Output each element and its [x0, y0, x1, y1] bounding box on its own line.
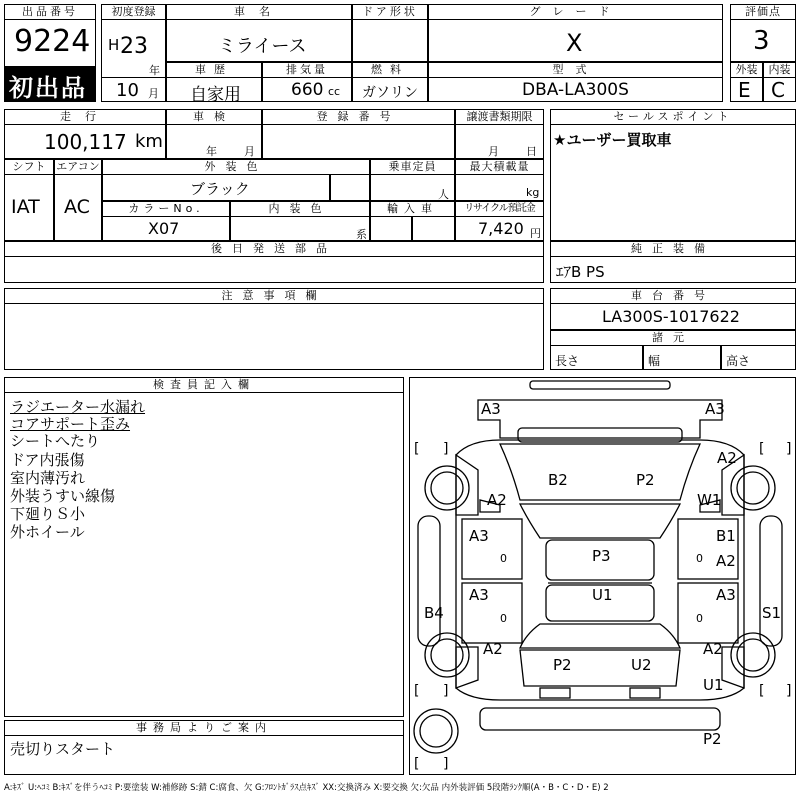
- displacement-value: 660: [291, 80, 324, 100]
- lot-number: 9224: [14, 24, 91, 59]
- mark-a3-front-right: A3: [705, 400, 725, 418]
- mark-a2-right-front-door: A2: [716, 552, 736, 570]
- inspection-month-unit: 月: [244, 145, 255, 158]
- sales-point-value: ★ユーザー買取車: [553, 131, 672, 149]
- max-load-label: 最大積載量: [455, 159, 544, 175]
- rear-window: [520, 624, 680, 648]
- legend-text: A:ｷｽﾞ U:ﾍｺﾐ B:ｷｽﾞを伴うﾍｺﾐ P:要塗装 W:補修跡 S:錆 C:腐食、欠 G:ﾌﾛﾝﾄｶﾞﾗｽ点ｷｽﾞ XX:交換済み X:要交換 欠:欠品 内外装評価 5段階ﾗﾝｸ順(A・B・C・D・E) 2: [4, 783, 609, 793]
- history-label: 車歴: [166, 62, 262, 78]
- mark-u1-right-rear: U1: [703, 676, 724, 694]
- ac-label: エアコン: [54, 159, 102, 175]
- recycle-label: リサイクル預託金: [455, 201, 544, 217]
- bracket-right-5: ]: [443, 756, 449, 772]
- mark-a2-left-fender: A2: [487, 491, 507, 509]
- inspector-line-5: 室内薄汚れ: [10, 469, 86, 487]
- rear-left-wheel-inner: [431, 639, 463, 671]
- mark-p2-trunk: P2: [553, 656, 572, 674]
- mark-w1-right-fender: W1: [697, 491, 722, 509]
- car-name: ミライース: [218, 36, 307, 57]
- later-parts-cell: [4, 256, 544, 283]
- office-label: 事務局よりご案内: [4, 720, 404, 736]
- displacement-unit: cc: [328, 85, 341, 98]
- fuel-label: 燃料: [352, 62, 428, 78]
- import-label: 輸入車: [370, 201, 455, 217]
- recycle-value: 7,420: [478, 219, 524, 238]
- bracket-right-4: ]: [786, 683, 792, 699]
- reg-month: 10: [116, 80, 139, 101]
- shift-label: シフト: [4, 159, 54, 175]
- model-label: 型式: [428, 62, 723, 78]
- int-color-unit: 系: [356, 228, 367, 241]
- inspector-line-8: 外ホイール: [10, 523, 85, 541]
- inspector-line-1: ラジエーター水漏れ: [10, 398, 146, 416]
- bracket-right-3: ]: [443, 683, 449, 699]
- grade-label: グレード: [428, 4, 723, 20]
- reg-no-label: 登録番号: [262, 109, 455, 125]
- mark-p2-rear-bumper: P2: [703, 730, 722, 748]
- length-label: 長さ: [555, 354, 580, 368]
- sales-point-label: セールスポイント: [550, 109, 796, 125]
- reg-era: H: [108, 36, 120, 54]
- door-label: ドア形状: [352, 4, 428, 20]
- score-value: 3: [753, 26, 770, 56]
- mark-zero-4: 0: [696, 612, 703, 625]
- inspector-line-7: 下廻りＳ小: [10, 505, 86, 523]
- rear-bumper: [480, 708, 720, 730]
- bracket-left-2: [: [759, 441, 765, 457]
- shift-value: IAT: [11, 196, 40, 218]
- ac-value: AC: [64, 196, 90, 218]
- car-name-label: 車名: [166, 4, 352, 20]
- first-listing-text: 初出品: [9, 74, 87, 102]
- score-label: 評価点: [730, 4, 796, 20]
- mark-p3-roof: P3: [592, 547, 611, 565]
- inspection-label: 車検: [166, 109, 262, 125]
- transfer-day-unit: 日: [526, 145, 537, 158]
- lot-number-label: 出品番号: [4, 4, 96, 20]
- genuine-label: 純正装備: [550, 241, 796, 257]
- exterior-label: 外装: [730, 62, 763, 78]
- spare-wheel-inner: [420, 715, 452, 747]
- mark-a3-right-rear-door: A3: [716, 586, 736, 604]
- height-label: 高さ: [726, 354, 751, 368]
- front-right-wheel-inner: [737, 472, 769, 504]
- later-parts-label: 後日発送部品: [4, 241, 544, 257]
- mark-a2-right-front: A2: [717, 449, 737, 467]
- bracket-right-1: ]: [443, 441, 449, 457]
- mark-a3-left-front-door: A3: [469, 527, 489, 545]
- office-value: 売切りスタート: [10, 740, 116, 758]
- mark-b4-left-rocker: B4: [424, 604, 444, 622]
- inspector-line-3: シートへたり: [10, 432, 101, 450]
- color-no-label: カラーNo.: [102, 201, 230, 217]
- front-bumper-top: [530, 381, 670, 389]
- mark-p2-hood: P2: [636, 471, 655, 489]
- exterior-value: E: [738, 78, 751, 102]
- transfer-label: 譲渡書類期限: [455, 109, 544, 125]
- mark-a2-right-rear: A2: [703, 640, 723, 658]
- chassis-label: 車台番号: [550, 288, 796, 304]
- int-color-label: 内装色: [230, 201, 370, 217]
- history-value: 自家用: [190, 85, 241, 105]
- import-cell-b: [412, 216, 455, 241]
- reg-no-cell: [262, 124, 455, 159]
- mark-zero-3: 0: [500, 612, 507, 625]
- reg-divider: [101, 77, 166, 78]
- bracket-left-4: [: [759, 683, 765, 699]
- width-label: 幅: [648, 354, 661, 368]
- mark-zero-1: 0: [500, 552, 507, 565]
- capacity-unit: 人: [438, 188, 449, 201]
- inspector-label: 検査員記入欄: [4, 377, 404, 393]
- mark-a3-front-left: A3: [481, 400, 501, 418]
- trunk: [520, 650, 680, 686]
- mileage-value: 100,117: [44, 130, 127, 154]
- mark-b1-right-front-door: B1: [716, 527, 736, 545]
- reg-year: 23: [120, 34, 148, 59]
- chassis-value: LA300S-1017622: [602, 307, 740, 326]
- mark-a2-left-rear: A2: [483, 640, 503, 658]
- fuel-value: ガソリン: [362, 85, 418, 101]
- bracket-left-3: [: [414, 683, 420, 699]
- displacement-label: 排気量: [262, 62, 352, 78]
- front-bumper: [478, 400, 722, 438]
- ext-color-label: 外装色: [102, 159, 370, 175]
- hood: [500, 444, 700, 500]
- interior-value: C: [771, 78, 785, 102]
- recycle-unit: 円: [530, 227, 541, 240]
- left-rear-fender: [456, 647, 478, 688]
- genuine-value: ｴｱB PS: [556, 263, 605, 281]
- dims-label: 諸元: [550, 330, 796, 346]
- reg-month-unit: 月: [148, 87, 159, 100]
- bracket-left-5: [: [414, 756, 420, 772]
- reg-date-label: 初度登録: [101, 4, 166, 20]
- mark-s1-right-rocker: S1: [762, 604, 782, 622]
- windshield: [520, 504, 680, 538]
- car-damage-diagram: [409, 377, 796, 775]
- right-rocker: [760, 516, 782, 646]
- mark-u2-trunk: U2: [631, 656, 652, 674]
- front-left-wheel-inner: [431, 472, 463, 504]
- int-color-cell: [230, 216, 370, 241]
- max-load-unit: kg: [526, 186, 540, 199]
- import-cell-a: [370, 216, 412, 241]
- mark-b2-hood: B2: [548, 471, 568, 489]
- notes-cell: [4, 303, 544, 370]
- transfer-month-unit: 月: [488, 145, 499, 158]
- inspector-line-4: ドア内張傷: [10, 451, 85, 469]
- body-outline: [456, 440, 744, 700]
- grade-value: X: [566, 29, 583, 57]
- capacity-label: 乗車定員: [370, 159, 455, 175]
- ext-color-sub-cell: [330, 174, 370, 201]
- notes-label: 注意事項欄: [4, 288, 544, 304]
- rear-bumper-l: [540, 688, 570, 698]
- mark-zero-2: 0: [696, 552, 703, 565]
- bracket-left-1: [: [414, 441, 420, 457]
- mark-u1-roof: U1: [592, 586, 613, 604]
- inspector-line-2: コアサポート歪み: [10, 415, 131, 433]
- mileage-unit: km: [135, 131, 163, 152]
- left-rocker: [418, 516, 440, 646]
- rear-right-wheel-inner: [737, 639, 769, 671]
- right-rear-fender: [722, 647, 744, 688]
- mileage-label: 走行: [4, 109, 166, 125]
- interior-label: 内装: [763, 62, 796, 78]
- mark-a3-left-rear-door: A3: [469, 586, 489, 604]
- bracket-right-2: ]: [786, 441, 792, 457]
- ext-color-value: ブラック: [190, 180, 250, 198]
- model-value: DBA-LA300S: [522, 80, 629, 100]
- inspection-year-unit: 年: [206, 145, 217, 158]
- color-no-value: X07: [148, 219, 180, 238]
- inspector-line-6: 外装うすい線傷: [10, 487, 116, 505]
- reg-year-unit: 年: [149, 64, 160, 77]
- rear-bumper-r: [630, 688, 660, 698]
